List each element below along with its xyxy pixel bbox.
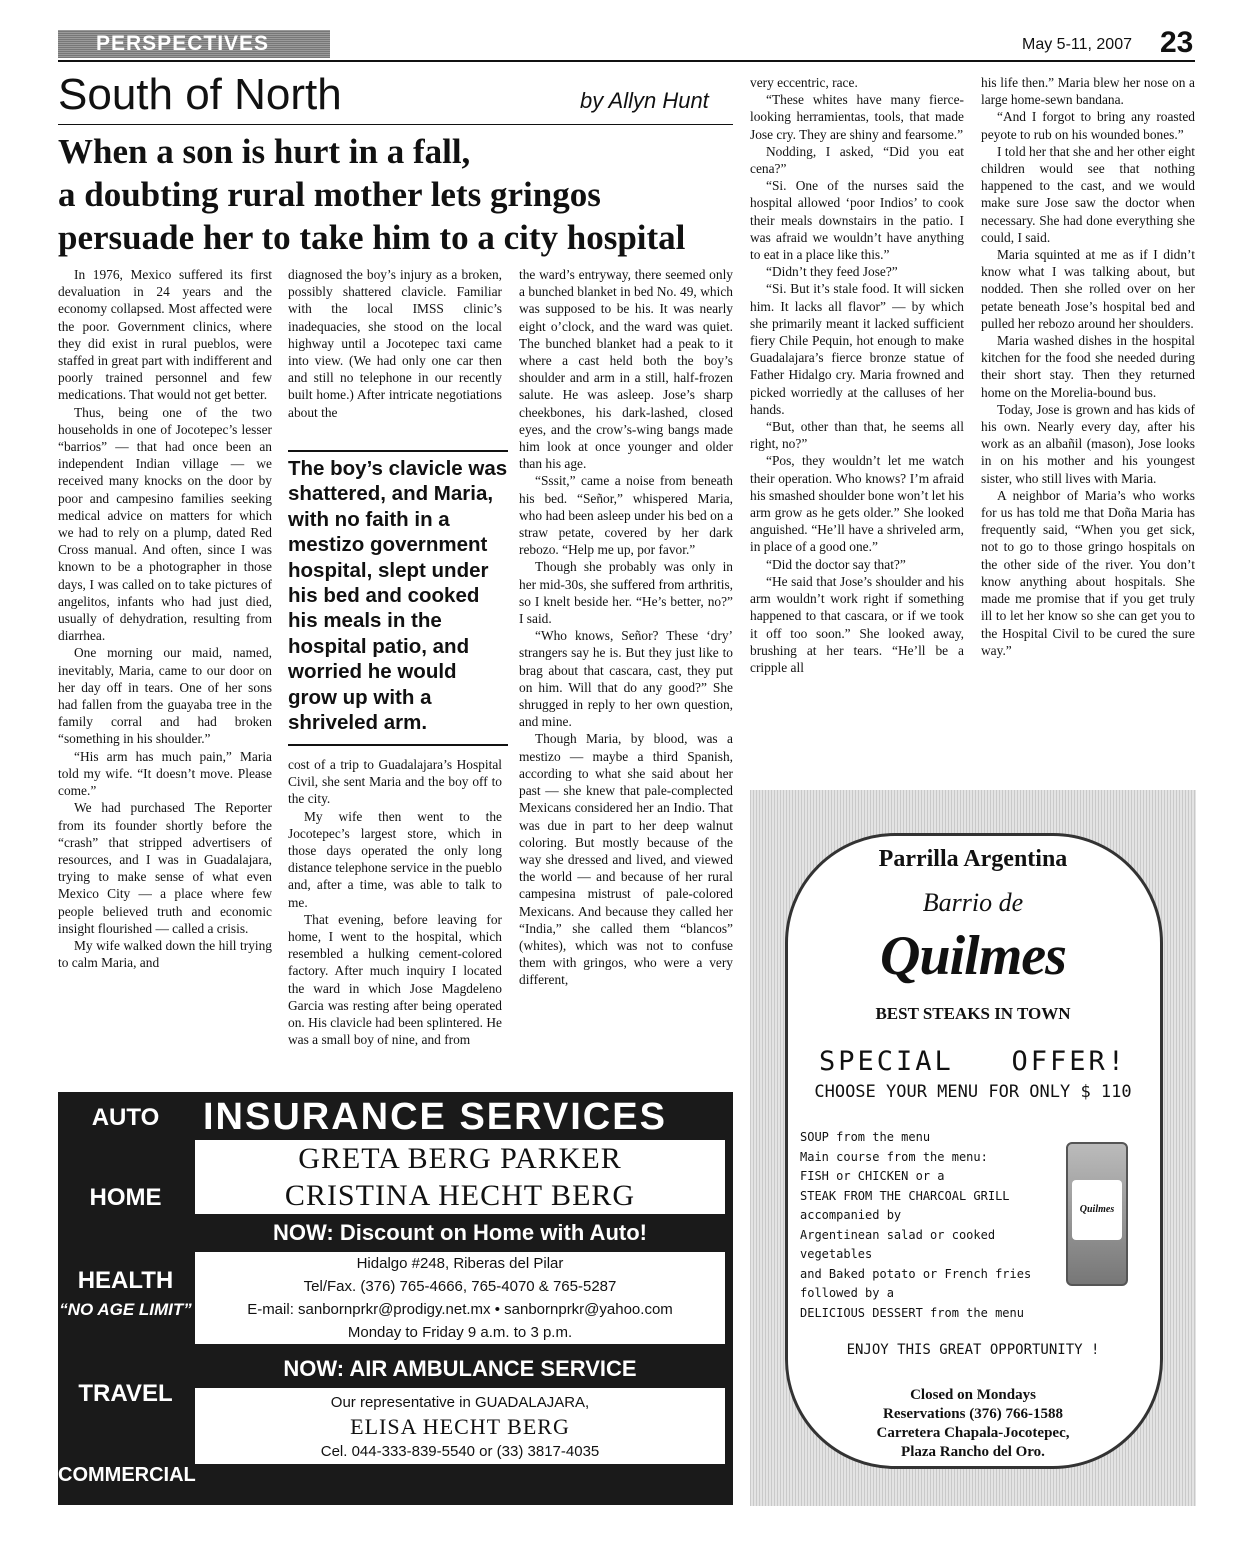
menu-item: SOUP from the menu xyxy=(800,1130,931,1144)
restaurant-name: Parrilla Argentina xyxy=(878,846,1068,872)
ad-no-age-limit: “NO AGE LIMIT” xyxy=(59,1300,192,1319)
enjoy-line: ENJOY THIS GREAT OPPORTUNITY ! xyxy=(846,1342,1100,1358)
menu-item: FISH or CHICKEN or a xyxy=(800,1169,945,1183)
paragraph: “Si. One of the nurses said the hospital allowed ‘poor Indios’ to cook their meals downstairs in the patio. I was afraid we wouldn’t have anything to eat in a place like this.” xyxy=(750,178,964,263)
paragraph: “Did the doctor say that?” xyxy=(766,556,906,572)
paragraph: One morning our maid, named, inevitably, Maria, came to our door on her day off in tears. One of her sons had fallen from the guayaba tree in the family corral and had broken “something in his shoulder.” xyxy=(58,645,272,747)
paragraph: Maria squinted at me as if I didn’t know what I was talking about, but nodded. Then she rolled over on her petate beneath Jose’s hospital bed and pulled her rebozo around her shoulders. xyxy=(981,247,1195,331)
office-email: E-mail: sanbornprkr@prodigy.net.mx • sanbornprkr@yahoo.com xyxy=(247,1301,673,1318)
paragraph: his life then.” Maria blew her nose on a large home-sewn bandana. xyxy=(981,75,1195,108)
menu-item: accompanied by xyxy=(800,1208,902,1222)
bottle-logo-label: Quilmes xyxy=(1072,1180,1122,1240)
ad-category-travel: TRAVEL xyxy=(78,1380,173,1407)
paragraph: My wife then went to the Jocotepec’s largest store, which in those days operated the only long distance telephone service in the pueblo and, after a time, was able to talk to me. xyxy=(288,808,502,910)
rep-line: Our representative in GUADALAJARA, xyxy=(330,1394,590,1411)
tagline: BEST STEAKS IN TOWN xyxy=(875,1004,1071,1023)
title-rule xyxy=(58,124,733,125)
bottle-label-icon xyxy=(1066,1142,1128,1286)
ad-category-health: HEALTH xyxy=(77,1267,174,1294)
office-phone: Tel/Fax. (376) 765-4666, 765-4070 & 765-5287 xyxy=(303,1278,617,1295)
ambulance-banner: NOW: AIR AMBULANCE SERVICE xyxy=(283,1356,637,1381)
restaurant-info xyxy=(750,1386,1196,1462)
paragraph: “He said that Jose’s shoulder and his arm wouldn’t work right if something happened to that cascara, or if we took it off too soon.” She looked away, brushing at her tears. “He’ll be a cripple all xyxy=(750,573,964,675)
agent-name: GRETA BERG PARKER xyxy=(298,1142,622,1175)
byline: by Allyn Hunt xyxy=(580,88,709,113)
paragraph: Nodding, I asked, “Did you eat cena?” xyxy=(750,143,964,177)
menu-item: and Baked potato or French fries xyxy=(800,1266,1032,1281)
office-address: Hidalgo #248, Riberas del Pilar xyxy=(356,1255,564,1272)
discount-banner: NOW: Discount on Home with Auto! xyxy=(273,1220,647,1245)
paragraph: Today, Jose is grown and has kids of his own. Nearly every day, after his work as an albañil (mason), Jose looks in on his mother and his youngest sister, who still lives with Maria. xyxy=(981,401,1195,486)
paragraph: the ward’s entryway, there seemed only a bunched blanket in bed No. 49, which was supposed to be his. It was nearly eight o’clock, and the ward was quiet. The bunched blanket had a peak to it where a cast held both the boy’s shoulder and arm in a still, half-frozen salute. He was asleep. Jose’s sharp cheekbones, his dark-lashed, closed eyes, and the crow’s-wing bangs made him look at once younger and older than his age. xyxy=(519,267,733,472)
reservations-phone: Reservations (376) 766-1588 xyxy=(883,1406,1063,1422)
ad-category-home: HOME xyxy=(89,1184,162,1211)
menu-item: DELICIOUS DESSERT from the menu xyxy=(800,1305,1024,1320)
paragraph: That evening, before leaving for home, I went to the hospital, which resembled a hulking cement-colored factory. After much inquiry I located the ward in which Jose Magdeleno Garcia was resting after being operated on. His clavicle had been splintered. He was a small boy of nine, and from xyxy=(288,911,502,1048)
paragraph: In 1976, Mexico suffered its first devaluation in 24 years and the economy collapsed. Most affected were the poor. Government clinics, where they did exist in rural pueblos, were staffed in great part with indifferent and poorly trained personnel and few medications. That would not get better. xyxy=(58,267,272,403)
header-rule xyxy=(58,60,1195,62)
headline xyxy=(58,130,748,259)
paragraph: “His arm has much pain,” Maria told my wife. “It doesn’t move. Please come.” xyxy=(58,748,272,799)
quilmes-logo: Quilmes xyxy=(880,925,1066,987)
menu-item: Argentinean salad or cooked vegetables xyxy=(800,1227,996,1261)
restaurant-ad xyxy=(750,790,1196,1506)
pull-quote-rule xyxy=(288,744,508,746)
paragraph: “And I forgot to bring any roasted peyote to rub on his wounded bones.” xyxy=(981,109,1195,142)
rep-cell: Cel. 044-333-839-5540 or (33) 3817-4035 xyxy=(320,1443,600,1460)
paragraph: Thus, being one of the two households in one of Jocotepec’s lesser “barrios” — that had once been an independent Indian village — we received many knocks on the door by poor and campesino families seeking medical advice on matters for which we had to rely on a plump, dated Red Cross manual. And often, since I was known to be a photographer in those days, I was called on to take pictures of angelitos, infants who had just died, usually of dehydration, resulting from diarrhea. xyxy=(58,404,272,644)
ad-category-commercial: COMMERCIAL xyxy=(58,1464,196,1486)
menu-item: STEAK FROM THE CHARCOAL GRILL xyxy=(800,1188,1010,1203)
rep-name: ELISA HECHT BERG xyxy=(350,1414,570,1439)
closed-day: Closed on Mondays xyxy=(910,1387,1036,1403)
contact-box xyxy=(195,1252,725,1344)
paragraph: very eccentric, race. xyxy=(750,75,858,90)
paragraph: I told her that she and her other eight children would see that nothing happened to the cast, and we would make sure Jose saw the doctor when necessary. She had done everything she could, I said. xyxy=(981,143,1195,245)
paragraph: Maria washed dishes in the hospital kitchen for the food she needed during their short stay. Then they returned home on the Morelia-bound bus. xyxy=(981,333,1195,400)
section-tag: PERSPECTIVES xyxy=(58,30,330,58)
page-number: 23 xyxy=(1160,26,1194,59)
headline-line: When a son is hurt in a fall, xyxy=(58,132,471,171)
column-name: South of North xyxy=(58,70,342,119)
article-column-1 xyxy=(58,266,272,971)
paragraph: My wife walked down the hill trying to calm Maria, and xyxy=(58,937,272,971)
menu-price: CHOOSE YOUR MENU FOR ONLY $ 110 xyxy=(814,1082,1132,1102)
representative-box xyxy=(195,1388,725,1464)
paragraph: “Didn’t they feed Jose?” xyxy=(766,264,898,280)
menu-item: Main course from the menu: xyxy=(800,1149,988,1164)
restaurant-plaza: Plaza Rancho del Oro. xyxy=(901,1444,1045,1460)
paragraph: “But, other than that, he seems all right, no?” xyxy=(750,419,964,452)
article-column-2-top xyxy=(288,266,502,421)
paragraph: A neighbor of Maria’s who works for us has told me that Doña Maria has frequently said, “When you get sick, not to go to those gringo hospitals on the other side of the river. You don’t know anything about hospitals. She made me promise that if you get truly ill to let her know so she can get you to the Hospital Civil to be cured the sure way.” xyxy=(981,487,1195,658)
special-offer: SPECIAL OFFER! xyxy=(818,1046,1128,1077)
paragraph: “Who knows, Señor? These ‘dry’ strangers say he is. But they just like to brag about that cascara, cast, they put on him. Will that do any good?” She shrugged in reply to her own question, and mine. xyxy=(519,628,733,730)
office-hours: Monday to Friday 9 a.m. to 3 p.m. xyxy=(347,1324,573,1341)
paragraph: “Si. But it’s stale food. It will sicken him. It lacks all flavor” — by which she primarily meant it lacked sufficient fiery Chile Pequin, hot enough to make Guadalajara’s fierce bronze statue of Father Hidalgo cry. Maria frowned and picked worriedly at the calluses of her hands. xyxy=(750,281,964,417)
paragraph: diagnosed the boy’s injury as a broken, possibly shattered clavicle. Familiar with the local IMSS clinic’s inadequacies, she stood on the local highway until a Jocotepec taxi came into view. (We had only one car then and still no telephone in our recently built home.) After intricate negotiations about the xyxy=(288,267,502,420)
paragraph: cost of a trip to Guadalajara’s Hospital Civil, she sent Maria and the boy off to the city. xyxy=(288,757,502,807)
headline-line: a doubting rural mother lets gringos xyxy=(58,175,601,214)
restaurant-road: Carretera Chapala-Jocotepec, xyxy=(876,1425,1070,1441)
agent-names-box xyxy=(195,1140,725,1214)
insurance-ad xyxy=(58,1092,733,1505)
paragraph: We had purchased The Reporter from its founder shortly before the “crash” that stripped advertisers of resources, and I was in Guadalajara, trying to make sense of what even Mexico City — a place where few people believed truth and economic insight flourished — called a crisis. xyxy=(58,800,272,936)
article-column-5 xyxy=(981,74,1195,659)
article-column-2-bottom xyxy=(288,756,502,1048)
menu-item: followed by a xyxy=(800,1286,894,1300)
ad-title: INSURANCE SERVICES xyxy=(203,1096,667,1138)
headline-line: persuade her to take him to a city hospital xyxy=(58,218,686,257)
restaurant-barrio: Barrio de xyxy=(922,888,1024,917)
paragraph: “These whites have many fierce-looking herramientas, tools, that made Jose cry. They are shiny and fearsome.” xyxy=(750,92,964,142)
paragraph: “Pos, they wouldn’t let me watch their operation. Who knows? I’m afraid his smashed shoulder bone won’t let his arm grow as he gets older.” She looked anguished. “He’ll have a shriveled arm, in place of a good one.” xyxy=(750,453,964,555)
menu-list xyxy=(800,1128,1060,1323)
issue-date: May 5-11, 2007 xyxy=(1022,36,1132,53)
paragraph: “Sssit,” came a noise from beneath his bed. “Señor,” whispered Maria, who had been asleep under his bed on a straw petate, covered by her dark rebozo. “Help me up, por favor.” xyxy=(519,473,733,558)
paragraph: Though Maria, by blood, was a mestizo — maybe a third Spanish, according to what she said about her past — she knew that pale-complected Mexicans considered her an Indio. That was due in part to her deep walnut coloring. But mostly because of the way she dressed and lived, and viewed the world — and because of her rural campesina mistrust of pale-colored Mexicans. And because they called her “India,” she called them “blancos” (whites), which was not to confuse them with gringos, who were a very different, xyxy=(519,731,733,988)
pull-quote: The boy’s clavicle was shattered, and Maria, with no faith in a mestizo government hospital, slept under his bed and cooked his meals in the hospital patio, and worried he would grow up with a shriveled arm. xyxy=(288,450,508,735)
agent-name: CRISTINA HECHT BERG xyxy=(284,1179,636,1212)
ad-category-auto: AUTO xyxy=(91,1104,160,1131)
article-column-4 xyxy=(750,74,964,676)
article-column-3 xyxy=(519,266,733,989)
paragraph: Though she probably was only in her mid-30s, she suffered from arthritis, so I knelt beside her. “He’s better, no?” I said. xyxy=(519,559,733,627)
